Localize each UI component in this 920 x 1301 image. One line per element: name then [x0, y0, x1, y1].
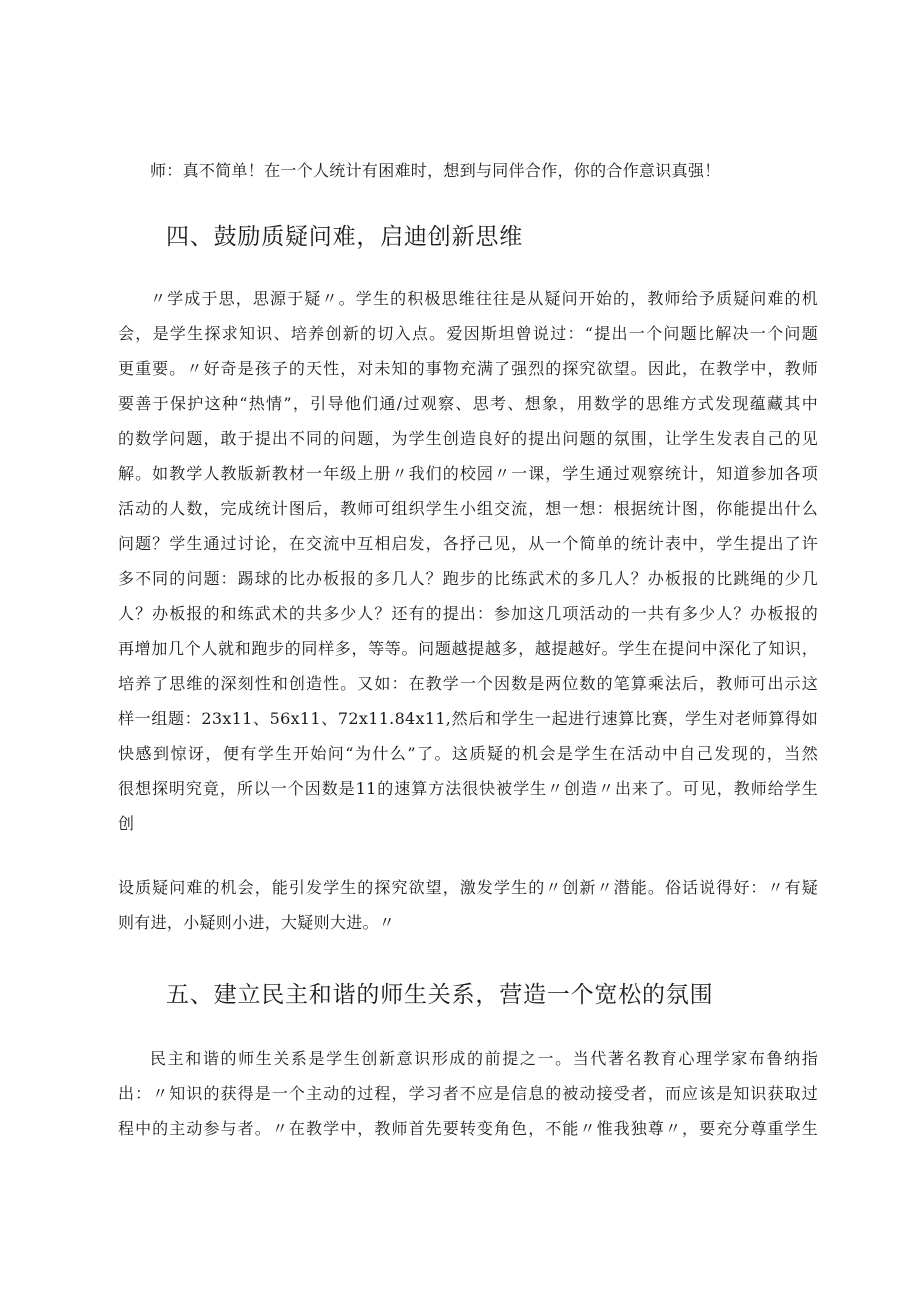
paragraph-line: 培养了思维的深刻性和创造性。又如：在教学一个因数是两位数的笔算乘法后，教师可出示这	[118, 674, 818, 693]
paragraph-line: 程中的主动参与者。〃在教学中，教师首先要转变角色，不能〃惟我独尊〃，要充分尊重学生	[118, 1119, 818, 1138]
teacher-line: 师：真不简单！在一个人统计有困难时，想到与同伴合作，你的合作意识真强！	[150, 161, 721, 180]
paragraph-line: 会，是学生探求知识、培养创新的切入点。爱因斯坦曾说过：“提出一个问题比解决一个问题	[118, 324, 818, 343]
paragraph-line: 〃学成于思，思源于疑〃。学生的积极思维往往是从疑问开始的，教师给予质疑问难的机	[150, 289, 818, 308]
paragraph-line: 民主和谐的师生关系是学生创新意识形成的前提之一。当代著名教育心理学家布鲁纳指	[150, 1049, 818, 1068]
paragraph-line: 多不同的问题：踢球的比办板报的多几人？跑步的比练武术的多几人？办板报的比跳绳的少几	[118, 569, 818, 588]
section-4-heading: 四、鼓励质疑问难，启迪创新思维	[166, 224, 523, 250]
paragraph-line: 活动的人数，完成统计图后，教师可组织学生小组交流，想一想：根据统计图，你能提出什么	[118, 499, 818, 518]
paragraph-line: 设质疑问难的机会，能引发学生的探究欲望，激发学生的〃创新〃潜能。俗话说得好：〃有疑	[118, 878, 818, 897]
paragraph-line: 要善于保护这种“热情”，引导他们通/过观察、思考、想象，用数学的思维方式发现蕴藏其中	[118, 394, 818, 413]
paragraph-line: 快感到惊讶，便有学生开始问“为什么”了。这质疑的机会是学生在活动中自己发现的，当然	[118, 744, 818, 763]
paragraph-line: 解。如教学人教版新教材一年级上册〃我们的校园〃一课，学生通过观察统计，知道参加各项	[118, 464, 818, 483]
section-5-heading: 五、建立民主和谐的师生关系，营造一个宽松的氛围	[166, 982, 714, 1008]
paragraph-line: 再增加几个人就和跑步的同样多，等等。问题越提越多，越提越好。学生在提问中深化了知识，	[118, 639, 818, 658]
paragraph-line: 则有进，小疑则小进，大疑则大进。〃	[118, 913, 396, 932]
paragraph-line: 人？办板报的和练武术的共多少人？还有的提出：参加这几项活动的一共有多少人？办板报的	[118, 604, 818, 623]
paragraph-line: 样一组题：23x11、56x11、72x11.84x11,然后和学生一起进行速算比赛，学生对老师算得如	[118, 709, 818, 728]
paragraph-line: 更重要。〃好奇是孩子的天性，对未知的事物充满了强烈的探究欲望。因此，在教学中，教师	[118, 359, 818, 378]
paragraph-line: 创	[118, 814, 135, 833]
paragraph-line: 的数学问题，敢于提出不同的问题，为学生创造良好的提出问题的氛围，让学生发表自己的见	[118, 429, 818, 448]
paragraph-line: 很想探明究竟，所以一个因数是11的速算方法很快被学生〃创造〃出来了。可见，教师给学生	[118, 779, 818, 798]
paragraph-line: 问题？学生通过讨论，在交流中互相启发，各抒己见，从一个简单的统计表中，学生提出了许	[118, 534, 818, 553]
paragraph-line: 出：〃知识的获得是一个主动的过程，学习者不应是信息的被动接受者，而应该是知识获取过	[118, 1084, 818, 1103]
